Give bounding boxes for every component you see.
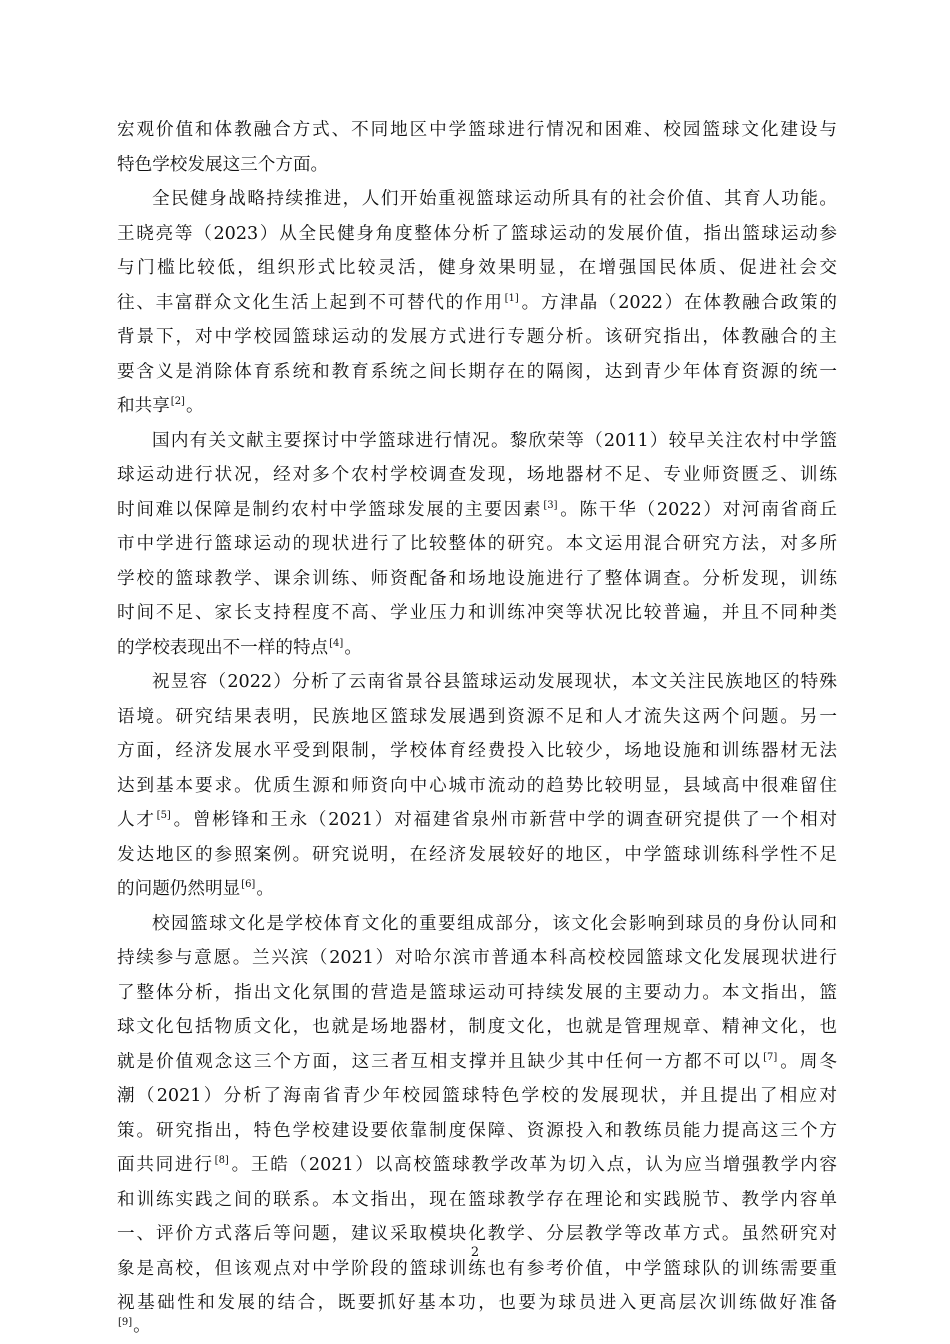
text-line: 王晓亮等（2023）从全民健身角度整体分析了篮球运动的发展价值，指出篮球运动参 — [117, 223, 837, 244]
text-line: [9]。 — [118, 1315, 151, 1336]
text-line: 往、丰富群众文化生活上起到不可替代的作用[1]。方津晶（2022）在体教融合政策的 — [117, 292, 837, 313]
text-line: 潮（2021）分析了海南省青少年校园篮球特色学校的发展现状，并且提出了相应对 — [117, 1086, 837, 1106]
text-line: 宏观价值和体教融合方式、不同地区中学篮球进行情况和困难、校园篮球文化建设与 — [117, 120, 837, 140]
citation-8: [8] — [214, 1155, 229, 1166]
text-line: 视基础性和发展的结合，既要抓好基本功，也要为球员进入更高层次训练做好准备 — [117, 1293, 837, 1313]
text-line: 面共同进行[8]。王皓（2021）以高校篮球教学改革为切入点，认为应当增强教学内容 — [117, 1155, 837, 1175]
page-number: 2 — [470, 1245, 480, 1260]
citation-1: [1] — [504, 292, 519, 304]
text-line: 全民健身战略持续推进，人们开始重视篮球运动所具有的社会价值、其育人功能。 — [152, 189, 837, 209]
text-line: 与门槛比较低，组织形式比较灵活，健身效果明显，在增强国民体质、促进社会交 — [117, 258, 837, 278]
text-line: 时间难以保障是制约农村中学篮球发展的主要因素[3]。陈干华（2022）对河南省商丘 — [117, 499, 837, 520]
text-line: 和训练实践之间的联系。本文指出，现在篮球教学存在理论和实践脱节、教学内容单 — [117, 1189, 837, 1210]
page-body — [117, 113, 837, 1335]
citation-2: [2] — [170, 396, 185, 407]
text-line: 发达地区的参照案例。研究说明，在经济发展较好的地区，中学篮球训练科学性不足 — [117, 844, 837, 865]
text-line: 策。研究指出，特色学校建设要依靠制度保障、资源投入和教练员能力提高这三个方 — [117, 1120, 837, 1141]
citation-4: [4] — [329, 637, 344, 649]
text-line: 就是价值观念这三个方面，这三者互相支撑并且缺少其中任何一方都不可以[7]。周冬 — [117, 1051, 837, 1072]
citation-3: [3] — [543, 499, 558, 511]
text-line: 达到基本要求。优质生源和师资向中心城市流动的趋势比较明显，县域高中很难留住 — [117, 775, 837, 796]
text-line: 时间不足、家长支持程度不高、学业压力和训练冲突等状况比较普遍，并且不同种类 — [117, 603, 837, 623]
text-line: 一、评价方式落后等问题，建议采取模块化教学、分层教学等改革方式。虽然研究对 — [117, 1224, 837, 1244]
citation-5: [5] — [156, 810, 171, 821]
text-line: 学校的篮球教学、课余训练、师资配备和场地设施进行了整体调查。分析发现，训练 — [117, 568, 837, 589]
text-line: 校园篮球文化是学校体育文化的重要组成部分，该文化会影响到球员的身份认同和 — [152, 913, 837, 934]
citation-9: [9] — [118, 1316, 133, 1328]
text-line: 背景下，对中学校园篮球运动的发展方式进行专题分析。该研究指出，体教融合的主 — [117, 327, 837, 347]
citation-7: [7] — [763, 1051, 778, 1063]
text-line: 持续参与意愿。兰兴滨（2021）对哈尔滨市普通本科高校校园篮球文化发展现状进行 — [117, 948, 837, 968]
text-line: 语境。研究结果表明，民族地区篮球发展遇到资源不足和人才流失这两个问题。另一 — [117, 706, 837, 727]
text-line: 和共享[2]。 — [117, 396, 204, 416]
text-line: 市中学进行篮球运动的现状进行了比较整体的研究。本文运用混合研究方法，对多所 — [117, 534, 837, 554]
text-line: 方面，经济发展水平受到限制，学校体育经费投入比较少，场地设施和训练器材无法 — [117, 741, 837, 761]
text-line: 要含义是消除体育系统和教育系统之间长期存在的隔阂，达到青少年体育资源的统一 — [117, 361, 837, 382]
text-line: 特色学校发展这三个方面。 — [117, 154, 329, 175]
citation-6: [6] — [241, 879, 256, 890]
text-line: 国内有关文献主要探讨中学篮球进行情况。黎欣荣等（2011）较早关注农村中学篮 — [152, 430, 837, 451]
text-line: 的学校表现出不一样的特点[4]。 — [117, 637, 362, 658]
text-line: 球文化包括物质文化，也就是场地器材，制度文化，也就是管理规章、精神文化，也 — [117, 1017, 837, 1037]
text-line: 人才[5]。曾彬锋和王永（2021）对福建省泉州市新营中学的调查研究提供了一个相对 — [117, 810, 837, 830]
text-line: 了整体分析，指出文化氛围的营造是篮球运动可持续发展的主要动力。本文指出，篮 — [117, 982, 837, 1003]
text-line: 祝昱容（2022）分析了云南省景谷县篮球运动发展现状，本文关注民族地区的特殊 — [152, 672, 837, 692]
text-line: 球运动进行状况，经对多个农村学校调查发现，场地器材不足、专业师资匮乏、训练 — [117, 465, 837, 485]
text-line: 的问题仍然明显[6]。 — [117, 879, 274, 899]
text-line: 象是高校，但该观点对中学阶段的篮球训练也有参考价值，中学篮球队的训练需要重 — [117, 1258, 837, 1279]
